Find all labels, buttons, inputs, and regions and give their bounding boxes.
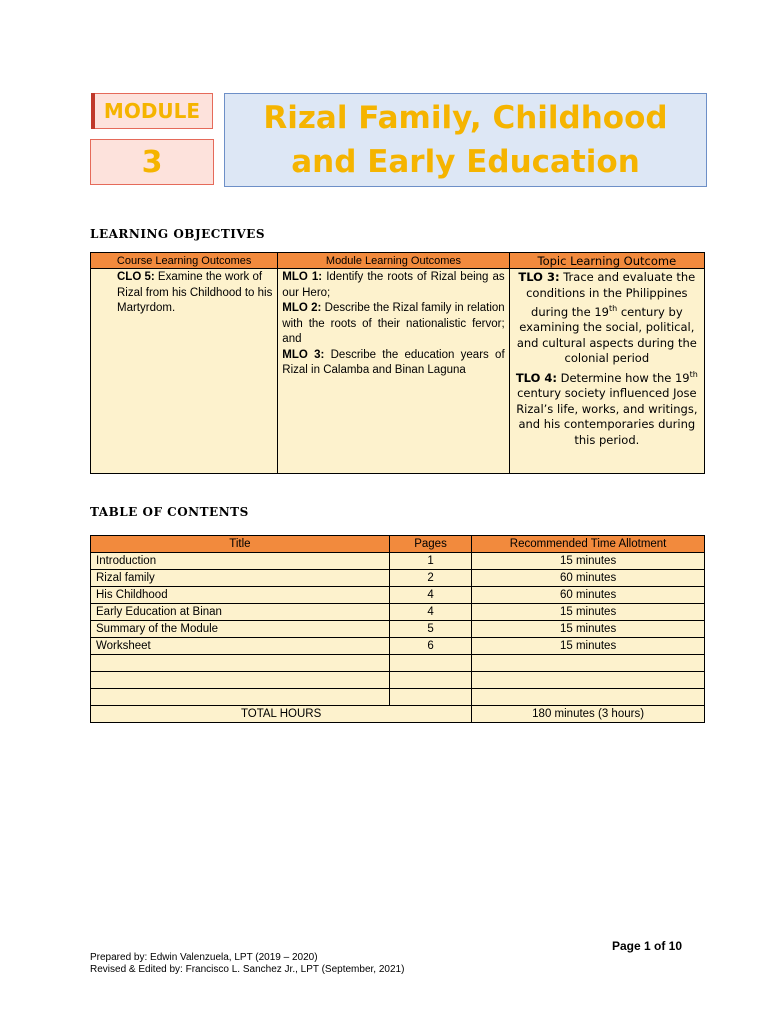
toc-time: 15 minutes — [472, 604, 705, 621]
column-header: Title — [91, 536, 390, 553]
toc-time: 15 minutes — [472, 621, 705, 638]
module-number: 3 — [141, 144, 163, 180]
toc-title: Summary of the Module — [91, 621, 390, 638]
learning-objectives-heading: LEARNING OBJECTIVES — [90, 227, 265, 241]
mlo-item: MLO 1: Identify the roots of Rizal being as our Hero; — [282, 271, 505, 299]
table-row — [91, 570, 705, 587]
table-row — [91, 604, 705, 621]
column-header: Topic Learning Outcome — [509, 253, 704, 269]
learning-objectives-table — [90, 252, 705, 474]
table-row — [91, 553, 705, 570]
toc-title: His Childhood — [91, 587, 390, 604]
toc-pages: 6 — [389, 638, 471, 655]
clo-cell — [91, 269, 278, 474]
mlo-cell — [278, 269, 509, 474]
module-label: MODULE — [103, 99, 201, 123]
module-label-box — [91, 93, 213, 129]
revised-by: Revised & Edited by: Francisco L. Sanchez Jr., LPT (September, 2021) — [90, 964, 405, 975]
total-row — [91, 706, 705, 723]
total-label: TOTAL HOURS — [91, 706, 472, 723]
column-header: Module Learning Outcomes — [278, 253, 509, 269]
clo-text: CLO 5: Examine the work of Rizal from his Childhood to his Martyrdom. — [117, 271, 273, 314]
column-header: Course Learning Outcomes — [91, 253, 278, 269]
table-header-row — [91, 536, 705, 553]
toc-time: 60 minutes — [472, 587, 705, 604]
table-row — [91, 621, 705, 638]
tlo-item: TLO 3: Trace and evaluate the conditions in the Philippines during the 19th century by examining the social, political, and cultural aspects during the colonial period — [516, 270, 697, 366]
table-row-empty — [91, 672, 705, 689]
table-row-empty — [91, 689, 705, 706]
table-row — [91, 587, 705, 604]
module-number-box — [90, 139, 214, 185]
module-title-box — [224, 93, 707, 187]
mlo-item: MLO 3: Describe the education years of Rizal in Calamba and Binan Laguna — [282, 348, 505, 376]
toc-pages: 2 — [389, 570, 471, 587]
table-row — [91, 638, 705, 655]
prepared-by: Prepared by: Edwin Valenzuela, LPT (2019 – 2020) — [90, 952, 318, 963]
toc-title: Worksheet — [91, 638, 390, 655]
toc-title: Rizal family — [91, 570, 390, 587]
toc-title: Introduction — [91, 553, 390, 570]
column-header: Pages — [389, 536, 471, 553]
toc-time: 15 minutes — [472, 553, 705, 570]
table-row — [91, 269, 705, 474]
total-value: 180 minutes (3 hours) — [472, 706, 705, 723]
toc-title: Early Education at Binan — [91, 604, 390, 621]
page-number: Page 1 of 10 — [612, 939, 683, 953]
table-header-row — [91, 253, 705, 269]
toc-pages: 4 — [389, 587, 471, 604]
toc-pages: 4 — [389, 604, 471, 621]
table-of-contents — [90, 535, 705, 723]
table-of-contents-heading: TABLE OF CONTENTS — [90, 505, 249, 519]
footer-credits — [90, 952, 404, 976]
mlo-item: MLO 2: Describe the Rizal family in relation with the roots of their nationalistic fervor; and — [282, 302, 505, 345]
toc-time: 15 minutes — [472, 638, 705, 655]
tlo-cell — [509, 269, 704, 474]
toc-pages: 1 — [389, 553, 471, 570]
toc-time: 60 minutes — [472, 570, 705, 587]
toc-pages: 5 — [389, 621, 471, 638]
table-row-empty — [91, 655, 705, 672]
module-title: Rizal Family, Childhood and Early Education — [263, 100, 668, 180]
column-header: Recommended Time Allotment — [472, 536, 705, 553]
tlo-item: TLO 4: Determine how the 19th century society influenced Jose Rizal’s life, works, and writings, and his contemporaries during this period. — [515, 369, 698, 447]
